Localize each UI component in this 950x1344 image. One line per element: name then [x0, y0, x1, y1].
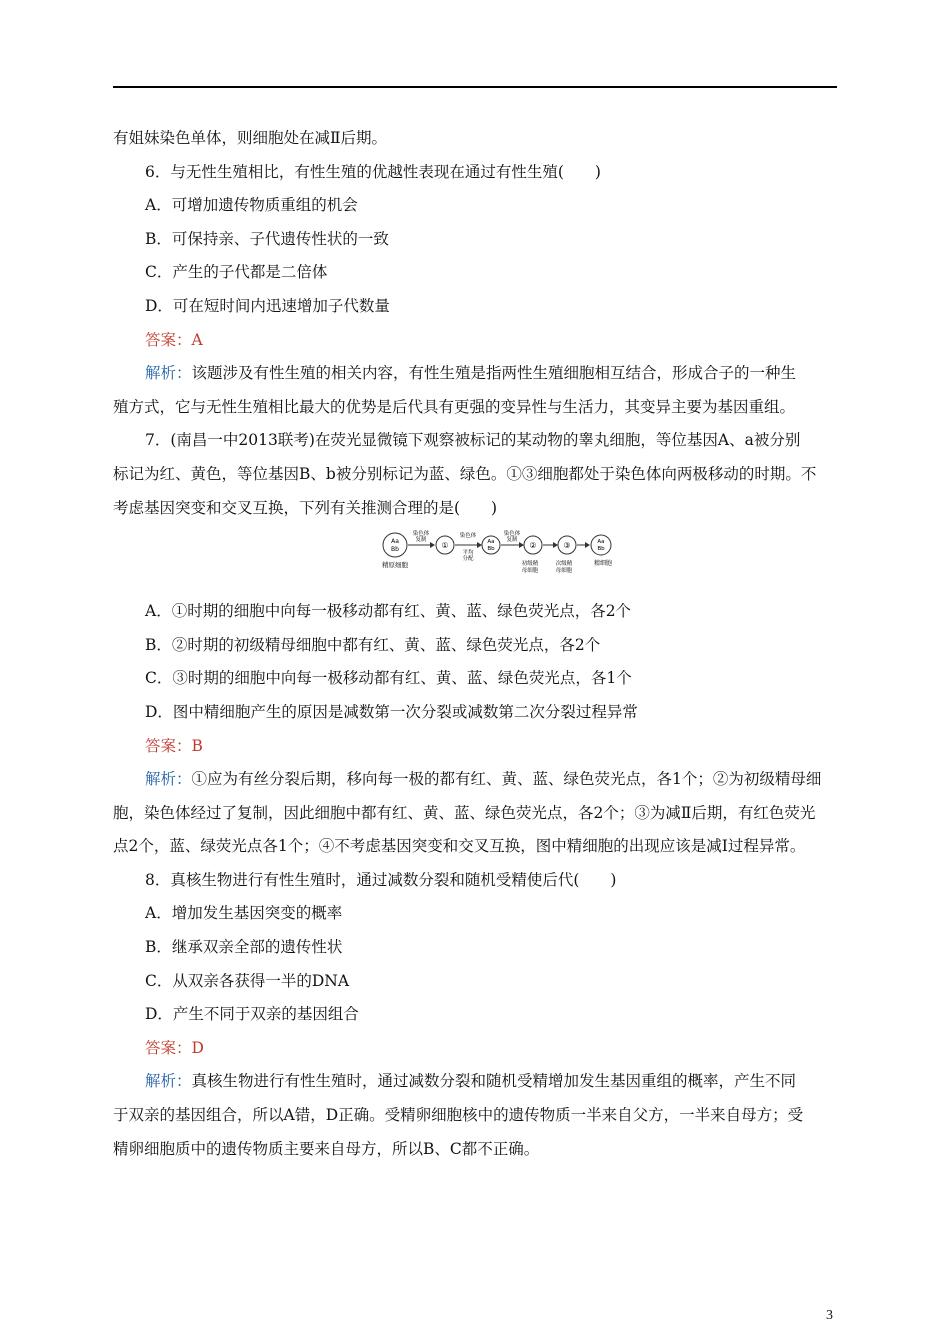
answer-label: 答案：: [145, 736, 192, 755]
arrow-label: 复制: [506, 537, 518, 544]
arrow-label: 复制: [415, 537, 427, 544]
answer-label: 答案：: [145, 1038, 192, 1057]
q8-option-c: C．从双亲各获得一半的DNA: [145, 971, 350, 990]
document-body: [113, 122, 837, 1166]
q8-option-d: D．产生不同于双亲的基因组合: [145, 1005, 359, 1024]
q8-analysis-line-3: 精卵细胞质中的遗传物质主要来自母方，所以B、C都不正确。: [113, 1139, 540, 1158]
analysis-text: 该题涉及有性生殖的相关内容，有性生殖是指两性生殖细胞相互结合，形成合子的一种生: [191, 364, 797, 383]
arrow-head: [519, 542, 524, 548]
q7-answer: [113, 730, 837, 764]
analysis-label: 解析：: [145, 770, 192, 789]
q8-option-b: B．继承双亲全部的遗传性状: [145, 938, 343, 957]
gene-label: Aa: [597, 539, 605, 546]
arrow-label: 染色体: [459, 533, 477, 540]
cell-label: 次级精: [555, 561, 573, 568]
analysis-label: 解析：: [145, 1072, 192, 1091]
q6-analysis-line-2: 殖方式，它与无性生殖相比最大的优势是后代具有更强的变异性与生活力，其变异主要为基因重组。: [113, 397, 796, 416]
gene-label: Bb: [597, 546, 605, 553]
meiosis-diagram: [113, 527, 837, 585]
arrow-label: 染色体: [503, 531, 521, 538]
q6-answer: [113, 324, 837, 358]
analysis-text: 真核生物进行有性生殖时，通过减数分裂和随机受精增加发生基因重组的概率，产生不同: [191, 1072, 797, 1091]
cell-label: 母细胞: [555, 568, 573, 575]
header-rule: [113, 86, 837, 88]
q7-option-b: B．②时期的初级精母细胞中都有红、黄、蓝、绿色荧光点，各2个: [145, 635, 601, 654]
cell-label: 精原细胞: [382, 561, 408, 570]
arrow-label: 染色体: [412, 531, 430, 538]
q7-analysis-line-1: [113, 763, 837, 797]
cell-label: 母细胞: [521, 568, 539, 575]
analysis-text: ①应为有丝分裂后期，移向每一极的都有红、黄、蓝、绿色荧光点，各1个；②为初级精母细: [191, 770, 822, 789]
q8-analysis-line-1: [113, 1065, 837, 1099]
analysis-label: 解析：: [145, 364, 192, 383]
q6-option-c: C．产生的子代都是二倍体: [145, 263, 328, 282]
intro-line: 有姐妹染色单体，则细胞处在减Ⅱ后期。: [113, 129, 388, 147]
arrow-head: [585, 542, 590, 548]
arrow-label: 平均: [462, 550, 474, 557]
q6-option-b: B．可保持亲、子代遗传性状的一致: [145, 229, 389, 248]
arrow-head: [430, 542, 435, 548]
q8-stem: 8．真核生物进行有性生殖时，通过减数分裂和随机受精使后代( ): [145, 870, 617, 889]
q7-option-a: A．①时期的细胞中向每一极移动都有红、黄、蓝、绿色荧光点，各2个: [145, 602, 632, 621]
gene-label: Aa: [487, 539, 495, 546]
q7-analysis-line-2: 胞，染色体经过了复制，因此细胞中都有红、黄、蓝、绿色荧光点，各2个；③为减Ⅱ后期，有红色荧光: [113, 803, 816, 822]
sperm-cell: [591, 535, 611, 555]
q6-analysis-line-1: [113, 357, 837, 391]
answer-value: D: [191, 1038, 204, 1057]
q7-stem-line-1: 7．(南昌一中2013联考)在荧光显微镜下观察被标记的某动物的睾丸细胞，等位基因A、a被分别: [145, 431, 801, 450]
spermatogonium-cell: [383, 533, 407, 557]
answer-value: A: [191, 330, 203, 349]
q8-option-a: A．增加发生基因突变的概率: [145, 904, 343, 923]
q7-stem-line-3: 考虑基因突变和交叉互换，下列有关推测合理的是( ): [113, 498, 498, 517]
answer-value: B: [191, 736, 203, 755]
q6-option-a: A．可增加遗传物质重组的机会: [145, 196, 358, 215]
arrow-head: [477, 542, 482, 548]
q6-stem: 6．与无性生殖相比，有性生殖的优越性表现在通过有性生殖( ): [145, 162, 601, 181]
stage-label: ②: [529, 541, 537, 551]
gene-label: Bb: [391, 546, 399, 554]
arrow-label: 分配: [462, 556, 474, 563]
cell-label: 精细胞: [593, 560, 613, 568]
q8-answer: [113, 1032, 837, 1066]
answer-label: 答案：: [145, 330, 192, 349]
q7-option-d: D．图中精细胞产生的原因是减数第一次分裂或减数第二次分裂过程异常: [145, 702, 638, 721]
stage-label: ①: [441, 541, 449, 551]
q7-analysis-line-3: 点2个，蓝、绿荧光点各1个；④不考虑基因突变和交叉互换，图中精细胞的出现应该是减Ⅰ过程异常。: [113, 837, 806, 856]
cell-label: 初级精: [521, 561, 539, 568]
page-number: 3: [826, 1308, 833, 1323]
q7-option-c: C．③时期的细胞中向每一极移动都有红、黄、蓝、绿色荧光点，各1个: [145, 669, 632, 688]
arrow-head: [553, 542, 558, 548]
gene-label: Aa: [391, 538, 399, 546]
gene-label: Bb: [487, 546, 495, 553]
stage-label: ③: [563, 541, 571, 551]
q8-analysis-line-2: 于双亲的基因组合，所以A错，D正确。受精卵细胞核中的遗传物质一半来自父方，一半来自母方；受: [113, 1106, 804, 1125]
q7-stem-line-2: 标记为红、黄色，等位基因B、b被分别标记为蓝、绿色。①③细胞都处于染色体向两极移动的时期。不: [113, 464, 817, 483]
q6-option-d: D．可在短时间内迅速增加子代数量: [145, 296, 390, 315]
